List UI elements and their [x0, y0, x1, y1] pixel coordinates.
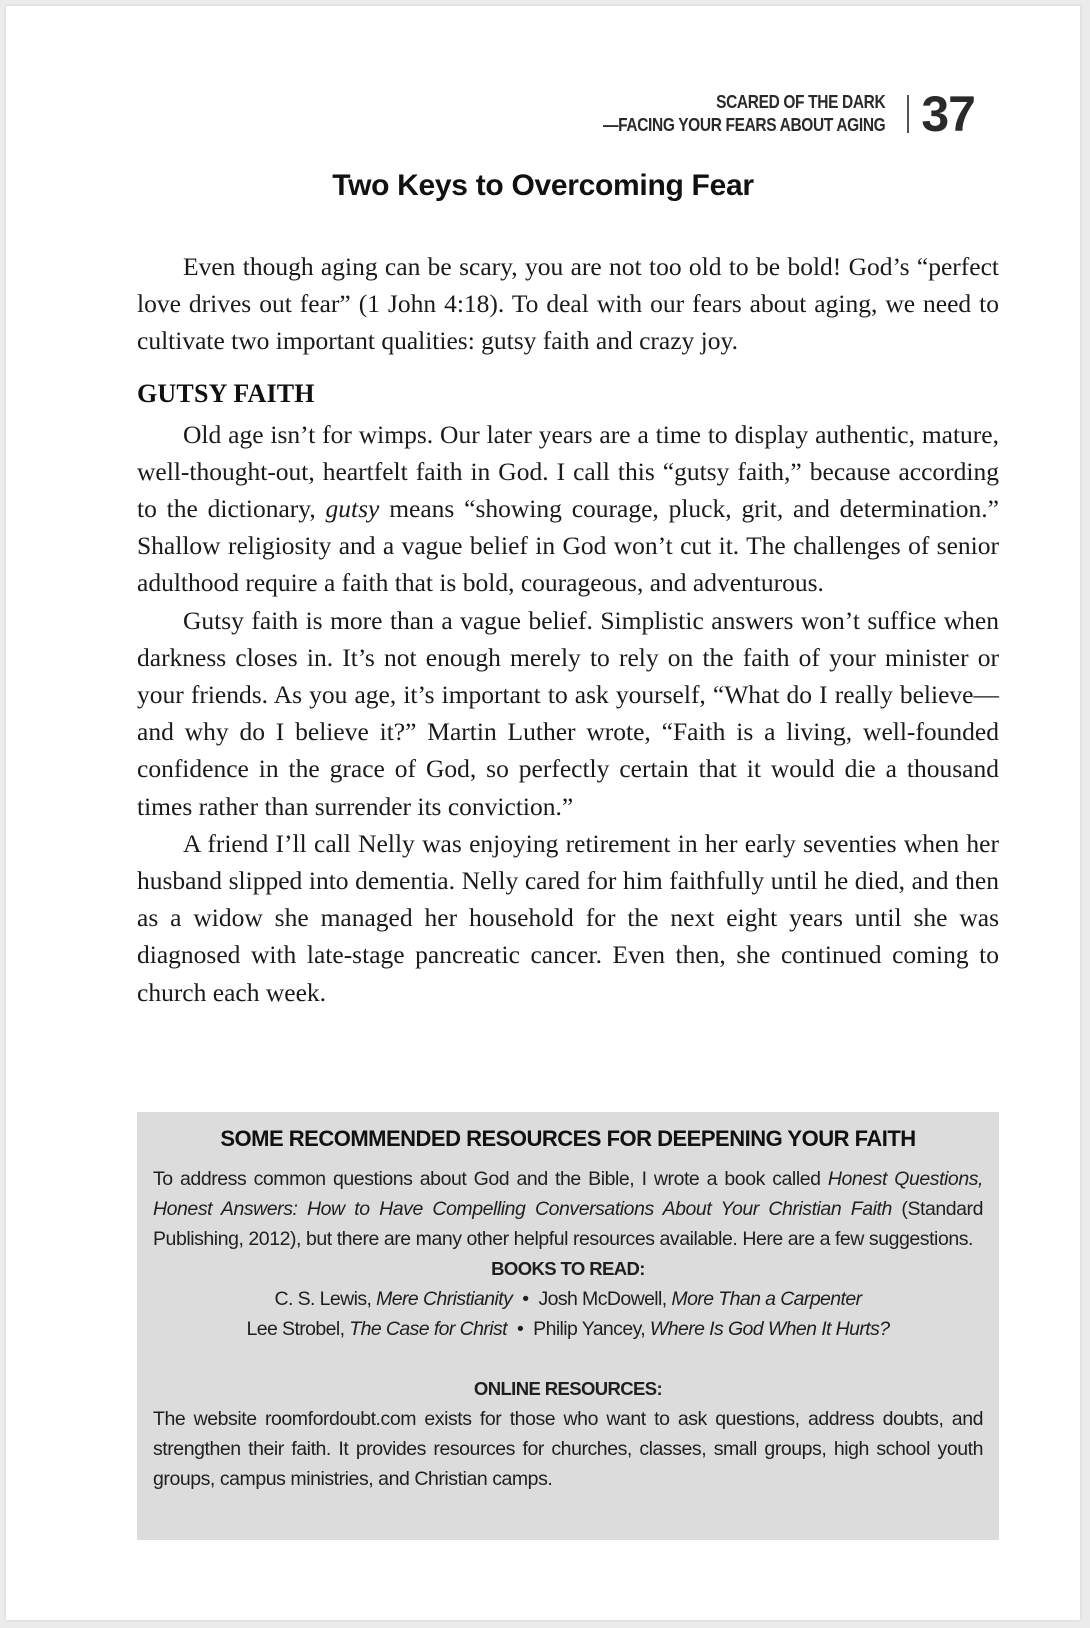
bullet-separator: •: [522, 1288, 529, 1310]
intro-paragraph: Even though aging can be scary, you are not too old to be bold! God’s “perfect love drives out fear” (1 John 4:18). To deal with our fears about aging, we need to cultivate two important qualities: gutsy faith and crazy joy.: [137, 252, 999, 356]
book-page: [6, 6, 1080, 1620]
book-author: Philip Yancey,: [533, 1318, 650, 1340]
books-to-read-heading: BOOKS TO READ:: [491, 1258, 645, 1279]
book-list-row: [153, 1284, 983, 1314]
book-title: The Case for Christ: [349, 1318, 507, 1340]
book-author: Josh McDowell,: [538, 1288, 672, 1310]
book-title: More Than a Carpenter: [671, 1288, 862, 1310]
section-heading-gutsy-faith: GUTSY FAITH: [137, 378, 315, 408]
paragraph-1-text-b: means “showing courage, pluck, grit, and determination.” Shallow religiosity and a vague belief in God won’t cut it. The challenges of senior adulthood require a faith that is bold, courageous, and adventurous.: [137, 494, 999, 598]
chapter-section-title: Two Keys to Overcoming Fear: [332, 169, 754, 202]
online-resources-heading: ONLINE RESOURCES:: [473, 1378, 663, 1399]
resources-intro-book-title: Honest Questions, Honest Answers: How to Have Compelling Conversations About Your Christian Faith: [153, 1168, 983, 1220]
running-title-line-2: —FACING YOUR FEARS ABOUT AGING: [602, 115, 886, 135]
paragraph-gutsy-faith-1: [137, 416, 999, 602]
resources-intro: [153, 1164, 983, 1254]
book-author: Lee Strobel,: [246, 1318, 350, 1340]
section-spacer: [153, 1344, 983, 1374]
paragraph-nelly-story: A friend I’ll call Nelly was enjoying retirement in her early seventies when her husband slipped into dementia. Nelly cared for him faithfully until he died, and then as a widow she managed her household for the next eight years until she was diagnosed with late-stage pancreatic cancer. Even then, she continued coming to church each week.: [137, 828, 999, 1007]
resources-title: SOME RECOMMENDED RESOURCES FOR DEEPENING YOUR FAITH: [220, 1126, 916, 1151]
book-author: C. S. Lewis,: [274, 1288, 377, 1310]
running-title: [603, 91, 885, 137]
book-item: [247, 1318, 507, 1340]
recommended-resources-sidebar: [137, 1112, 999, 1540]
page-number: 37: [921, 86, 975, 142]
resources-intro-text-a: To address common questions about God and the Bible, I wrote a book called: [153, 1168, 828, 1190]
paragraph-1-text-a: Old age isn’t for wimps. Our later years are a time to display authentic, mature, well-thought-out, heartfelt faith in God. I call this “gutsy faith,” because according to the dictionary,: [137, 419, 999, 524]
body-text: [137, 248, 999, 1011]
book-item: [274, 1288, 512, 1310]
paragraph-gutsy-faith-2: Gutsy faith is more than a vague belief. Simplistic answers won’t suffice when darkness closes in. It’s not enough merely to rely on the faith of your minister or your friends. As you age, it’s important to ask yourself, “What do I really believe—and why do I believe it?” Martin Luther wrote, “Faith is a living, well-founded confidence in the grace of God, so perfectly certain that it would die a thousand times rather than surrender its conviction.”: [137, 605, 999, 821]
book-list-row: [153, 1314, 983, 1344]
running-header: [557, 86, 975, 142]
resources-intro-text-b: (Standard Publishing, 2012), but there are many other helpful resources available. Here are a few suggestions.: [153, 1198, 983, 1250]
book-title: Mere Christianity: [376, 1288, 513, 1310]
book-title: Where Is God When It Hurts?: [649, 1318, 890, 1340]
book-item: [538, 1288, 861, 1310]
running-title-line-1: SCARED OF THE DARK: [716, 92, 886, 112]
online-resources-text: The website roomfordoubt.com exists for those who want to ask questions, address doubts, and strengthen their faith. It provides resources for churches, classes, small groups, high school youth groups, campus ministries, and Christian camps.: [153, 1408, 983, 1490]
book-item: [533, 1318, 889, 1340]
paragraph-1-italic-term: gutsy: [325, 494, 380, 524]
bullet-separator: •: [516, 1318, 524, 1340]
header-divider: [907, 95, 909, 133]
